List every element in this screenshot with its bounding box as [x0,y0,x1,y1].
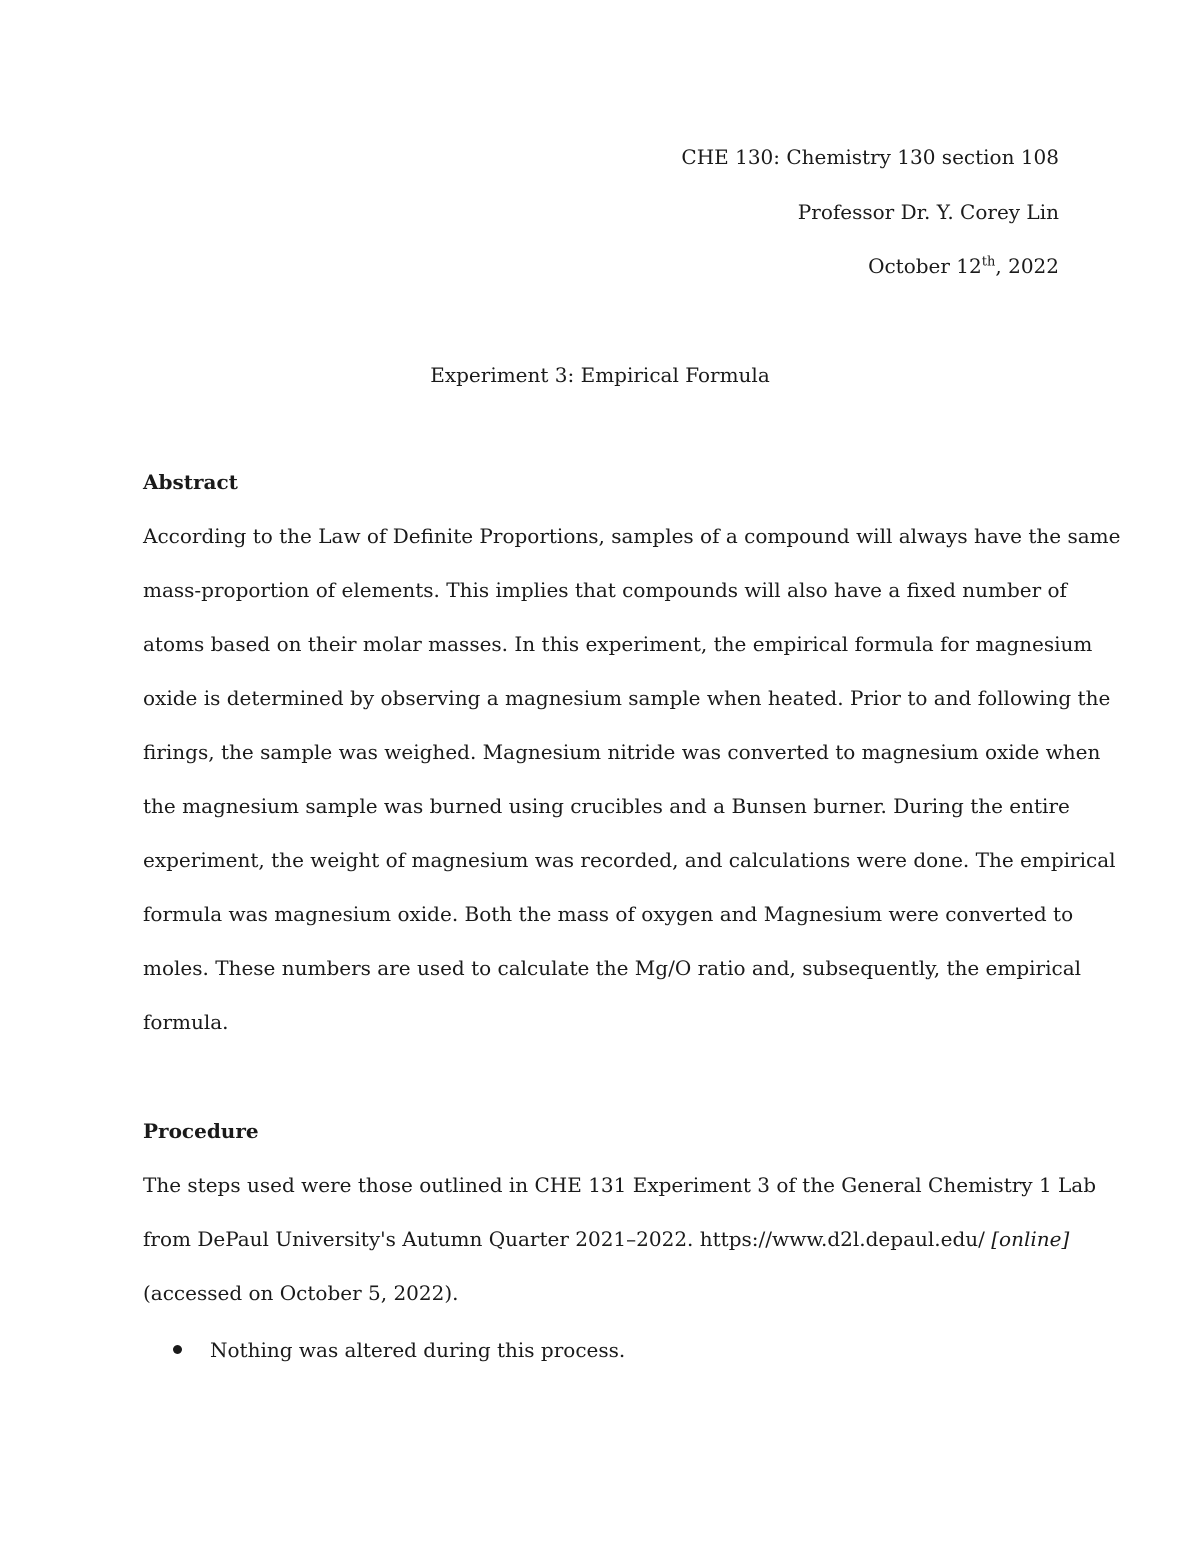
bullet-icon [173,1345,182,1354]
online-label: [online] [991,1227,1070,1251]
abstract-line: formula was magnesium oxide. Both the mass of oxygen and Magnesium were converted to [143,902,1074,926]
procedure-heading: Procedure [143,1119,259,1143]
abstract-paragraph [143,509,1121,1049]
page-title: Experiment 3: Empirical Formula [430,363,770,387]
procedure-line-2 [143,1212,1068,1266]
abstract-line: experiment, the weight of magnesium was recorded, and calculations were done. The empirical [143,848,1116,872]
abstract-line: According to the Law of Definite Proportions, samples of a compound will always have the same [143,524,1121,548]
bullet-text: Nothing was altered during this process. [210,1338,626,1362]
abstract-line: mass-proportion of elements. This implies that compounds will also have a fixed number of [143,578,1067,602]
date-prefix: October 12 [868,254,982,278]
date-superscript: th [981,254,996,270]
procedure-line-3: (accessed on October 5, 2022). [143,1281,459,1305]
abstract-line: oxide is determined by observing a magnesium sample when heated. Prior to and following the [143,686,1111,710]
abstract-line: moles. These numbers are used to calculate the Mg/O ratio and, subsequently, the empirical [143,956,1082,980]
professor-line: Professor Dr. Y. Corey Lin [797,200,1059,224]
abstract-line: formula. [143,1010,229,1034]
course-line: CHE 130: Chemistry 130 section 108 [681,145,1059,169]
abstract-heading: Abstract [143,470,238,494]
abstract-line: atoms based on their molar masses. In this experiment, the empirical formula for magnesium [143,632,1093,656]
abstract-line: the magnesium sample was burned using crucibles and a Bunsen burner. During the entire [143,794,1070,818]
procedure-line-2-text: from DePaul University's Autumn Quarter 2021–2022. https://www.d2l.depaul.edu/ [143,1227,992,1251]
procedure-bullet-item [173,1336,625,1364]
date-suffix: , 2022 [995,254,1059,278]
date-line [868,254,1059,278]
abstract-line: firings, the sample was weighed. Magnesium nitride was converted to magnesium oxide when [143,740,1101,764]
procedure-paragraph [143,1158,1097,1320]
procedure-line-1: The steps used were those outlined in CHE 131 Experiment 3 of the General Chemistry 1 Lab [143,1173,1097,1197]
